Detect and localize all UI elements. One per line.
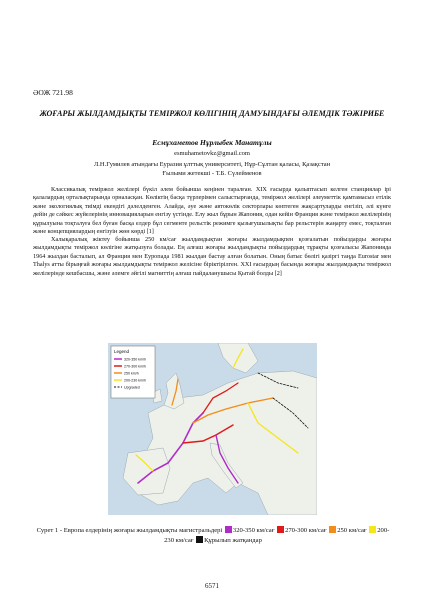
svg-text:Legend: Legend: [114, 349, 130, 354]
figure-caption: [33, 526, 393, 546]
swatch-red: [277, 526, 284, 533]
author-name: Есмұхаметов Нұрлыбек Манатұлы: [152, 138, 272, 147]
paragraph-1: Классикалық теміржол желілері бүкіл әлем бойынша кеңінен таралған. XIX ғасырда қалыптасып келген станциялар ірі қалалардың орталықтарында орналасқан. Көліктің басқа түрлерімен салыстырғанда, теміржол желілері әлеуметтік қамтамасыз етілік және экологиялық тиімді екендігі дәлелденген. Алайда, әуе және автокөлік секторлары көптеген жақсартуларды енгізіп, әлі күнге дейін де сәйкес жүйелерінің инновацияларын енгізу үстінде. Елу жыл бұрын Жапония, одан кейін Франция және теміржол желілерінің құрылуына тоқталуға бел буған басқа елдер бұл сегменте рельстік режимге қызығушылықты бар рельстерін жаңарту емес, тоқталған және концепциялардың енгізуін жөн көрді [1]: [33, 186, 391, 236]
svg-text:200-230 km/h: 200-230 km/h: [124, 378, 146, 383]
svg-text:270-300 km/h: 270-300 km/h: [124, 364, 146, 369]
svg-text:250 km/h: 250 km/h: [124, 371, 139, 376]
swatch-purple: [225, 526, 232, 533]
paper-title: ЖОҒАРЫ ЖЫЛДАМДЫҚТЫ ТЕМІРЖОЛ КӨЛІГІНІҢ ДАМУЫНДАҒЫ ӘЛЕМДІК ТӘЖІРИБЕ: [39, 109, 385, 118]
author-email[interactable]: esmuhametovkz@gmail.com: [174, 150, 250, 157]
map-legend: [111, 346, 155, 398]
caption-item-1: 320-350 км/сағ: [232, 527, 275, 534]
svg-text:320-350 km/h: 320-350 km/h: [124, 357, 146, 362]
affiliation-university: Л.Н.Гумилев атындағы Еуразия ұлттық университеті, Нұр-Сұлтан қаласы, Қазақстан: [93, 161, 331, 168]
svg-text:Upgraded: Upgraded: [124, 385, 140, 390]
udc-code: ӘОЖ 721.98: [33, 88, 73, 97]
caption-item-4: 200-230 км/сағ: [164, 527, 390, 544]
caption-item-2: 270-300 км/сағ: [285, 527, 327, 534]
swatch-yellow: [369, 526, 376, 533]
page-number: 6571: [205, 582, 219, 590]
affiliation: [0, 160, 424, 178]
caption-item-5: Құрылып жатқандар: [204, 537, 262, 544]
affiliation-supervisor: Ғылыми жетекші - Т.Б. Сүлейменов: [162, 170, 262, 177]
caption-item-3: 250 км/сағ: [337, 527, 367, 534]
paragraph-2: Халықаралық жіктеу бойынша 250 км/сағ жылдамдықтан жоғары жылдамдықпен қозғалатын пойыздарды жоғары жылдамдықты теміржол көлігіне жатқызуға болады. Ең алғаш жоғары жылдамдықты пойыздардың тұрақты қозғалысы Жапонияда 1964 жылдан басталып, ал Франция мен Еуропада 1981 жылдан бастау алған болатын. Оның батыс бөлігі қазіргі таңда Eurostar мен Thalys атты бірыңғай жоғары жылдамдықты теміржол желісіне біріктірілген. XXI ғасырдың басында жоғары жылдамдықты теміржол желілерінде кешбасшы, және әлемге әйгілі магниттің алғаш пайдаланушысы Қытай болды [2]: [33, 236, 391, 277]
swatch-black: [196, 536, 203, 543]
europe-rail-map: [108, 343, 317, 515]
caption-text: Сурет 1 - Европа елдерінің жоғары жылдамдықты магистральдері: [36, 527, 223, 534]
swatch-orange: [329, 526, 336, 533]
